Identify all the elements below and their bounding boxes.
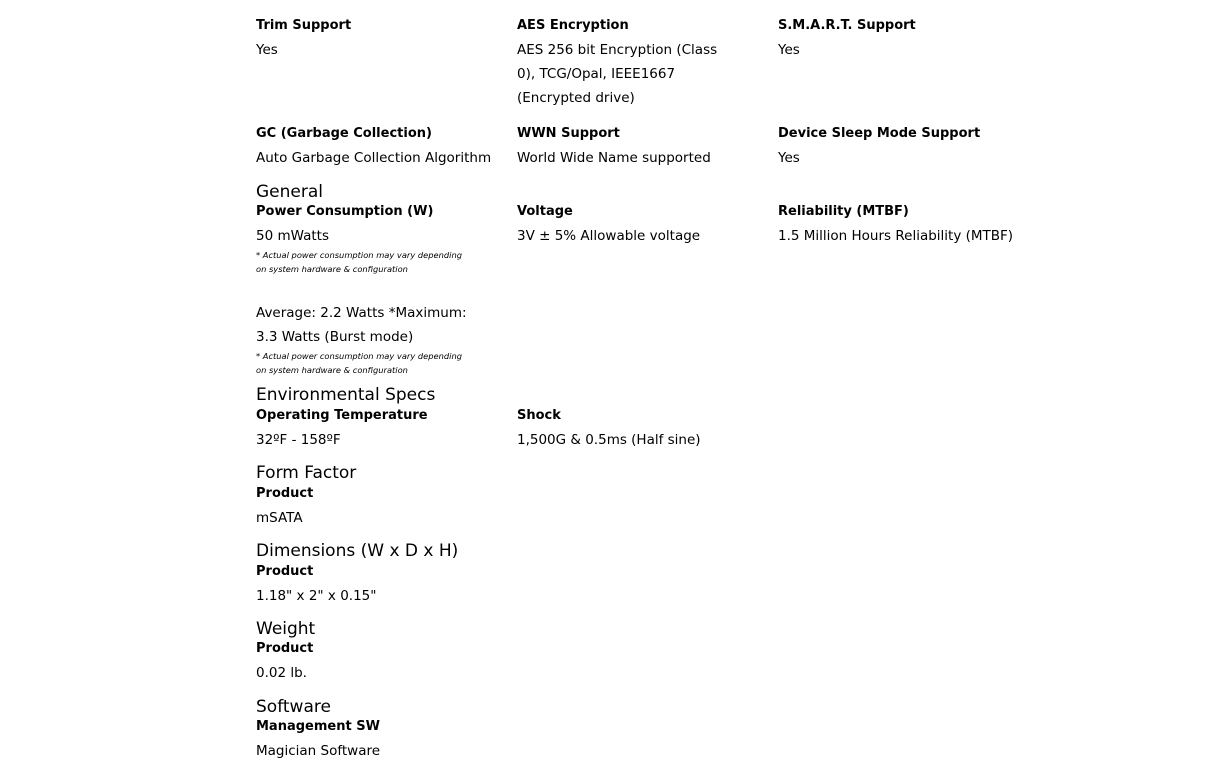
spec-label: Device Sleep Mode Support bbox=[778, 126, 981, 141]
spec-label: Product bbox=[256, 564, 314, 579]
spec-row bbox=[256, 200, 1056, 377]
spec-value: Magician Software bbox=[256, 743, 381, 759]
spec-garbage-collection bbox=[256, 122, 517, 170]
spec-form-factor-product bbox=[256, 482, 313, 530]
spec-label: Voltage bbox=[517, 204, 573, 219]
spec-label: Shock bbox=[517, 408, 561, 423]
spec-shock bbox=[517, 404, 778, 452]
spec-label: Product bbox=[256, 641, 314, 656]
spec-label: S.M.A.R.T. Support bbox=[778, 18, 916, 33]
section-title-form-factor: Form Factor bbox=[256, 463, 357, 483]
spec-trim-support bbox=[256, 14, 517, 110]
spec-label: GC (Garbage Collection) bbox=[256, 126, 432, 141]
spec-footnote: * Actual power consumption may vary depending on system hardware & configuration bbox=[256, 351, 462, 375]
spec-value: Average: 2.2 Watts *Maximum: 3.3 Watts (Burst mode) bbox=[256, 305, 467, 345]
spec-label: Trim Support bbox=[256, 18, 352, 33]
spec-value: Yes bbox=[778, 150, 800, 166]
spec-value: 3V ± 5% Allowable voltage bbox=[517, 228, 701, 244]
spec-label: Management SW bbox=[256, 719, 380, 734]
spec-wwn-support bbox=[517, 122, 778, 170]
spec-value: 1.5 Million Hours Reliability (MTBF) bbox=[778, 228, 1014, 244]
spec-voltage bbox=[517, 200, 778, 377]
spec-value: 0.02 lb. bbox=[256, 665, 307, 681]
section-title-software: Software bbox=[256, 697, 331, 717]
spec-value: World Wide Name supported bbox=[517, 150, 711, 166]
spec-smart-support bbox=[778, 14, 1039, 110]
spec-value: Yes bbox=[778, 42, 800, 58]
spec-operating-temperature bbox=[256, 404, 517, 452]
spec-management-sw bbox=[256, 715, 380, 763]
spec-value: 50 mWatts bbox=[256, 228, 329, 244]
spec-aes-encryption bbox=[517, 14, 778, 110]
spec-dimensions-product bbox=[256, 560, 376, 608]
section-title-general: General bbox=[256, 182, 323, 202]
spec-row bbox=[256, 122, 1056, 170]
spec-label: AES Encryption bbox=[517, 18, 629, 33]
spec-value: 1.18" x 2" x 0.15" bbox=[256, 588, 377, 604]
spec-row bbox=[256, 14, 1056, 110]
spec-value: Yes bbox=[256, 42, 278, 58]
spec-power-consumption bbox=[256, 200, 517, 377]
spec-value: 32ºF - 158ºF bbox=[256, 432, 341, 448]
section-title-environmental: Environmental Specs bbox=[256, 385, 436, 405]
spec-label: Operating Temperature bbox=[256, 408, 428, 423]
spec-label: Reliability (MTBF) bbox=[778, 204, 909, 219]
spec-reliability bbox=[778, 200, 1039, 377]
spec-weight-product bbox=[256, 637, 313, 685]
spec-device-sleep bbox=[778, 122, 1039, 170]
spec-footnote: * Actual power consumption may vary depending on system hardware & configuration bbox=[256, 250, 462, 274]
spec-label: Product bbox=[256, 486, 314, 501]
spec-value: 1,500G & 0.5ms (Half sine) bbox=[517, 432, 701, 448]
spec-row bbox=[256, 404, 1056, 452]
spec-value: Auto Garbage Collection Algorithm bbox=[256, 150, 492, 166]
section-title-weight: Weight bbox=[256, 619, 316, 639]
spec-value: AES 256 bit Encryption (Class 0), TCG/Opal, IEEE1667 (Encrypted drive) bbox=[517, 42, 718, 106]
spec-label: Power Consumption (W) bbox=[256, 204, 434, 219]
section-title-dimensions: Dimensions (W x D x H) bbox=[256, 541, 459, 561]
spec-value: mSATA bbox=[256, 510, 303, 526]
spec-label: WWN Support bbox=[517, 126, 620, 141]
